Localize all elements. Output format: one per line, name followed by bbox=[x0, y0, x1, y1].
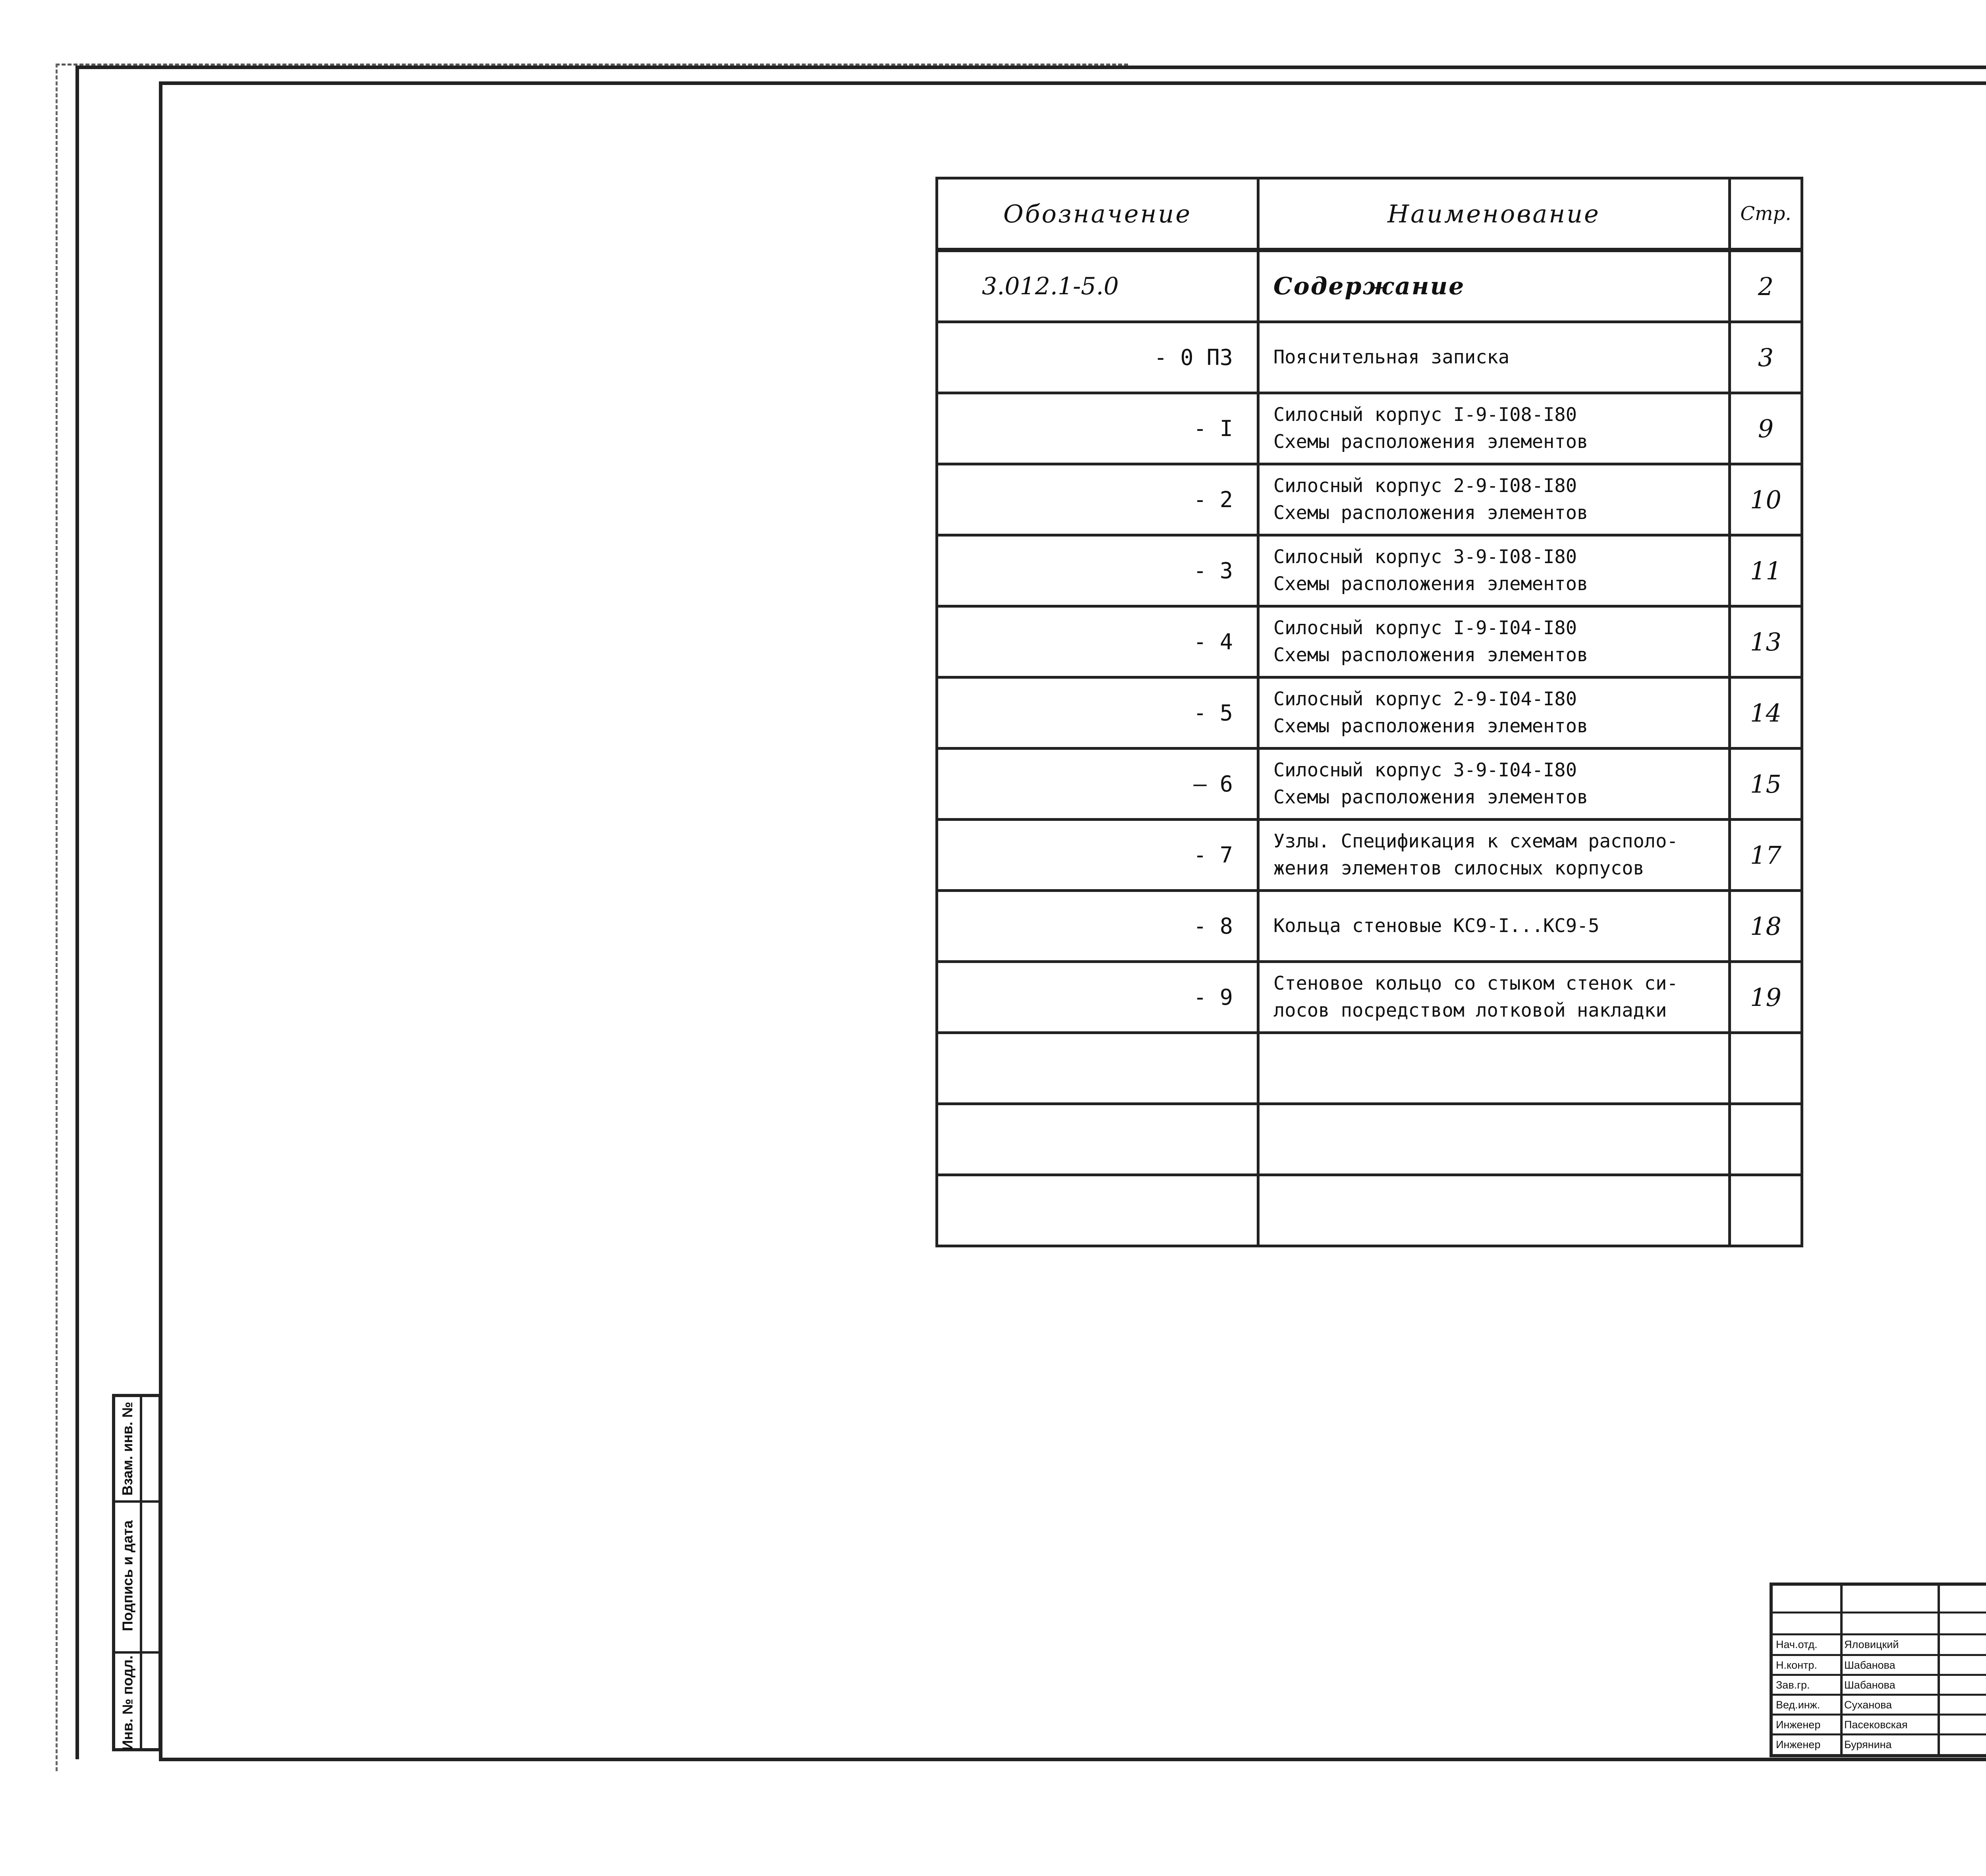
row-page: 9 bbox=[1730, 393, 1802, 464]
row-code: - 2 bbox=[937, 464, 1258, 535]
signature-name: Яловицкий bbox=[1844, 1639, 1899, 1650]
row-code bbox=[937, 1175, 1258, 1246]
row-page bbox=[1730, 1175, 1802, 1246]
contents-row bbox=[937, 962, 1802, 1033]
row-page: 15 bbox=[1730, 749, 1802, 820]
row-code: - I bbox=[937, 393, 1258, 464]
row-name: Силосный корпус 3-9-I04-I80 Схемы расположения элементов bbox=[1258, 749, 1730, 820]
contents-row bbox=[937, 1104, 1802, 1175]
contents-table bbox=[935, 177, 1803, 1247]
row-name: Пояснительная записка bbox=[1258, 322, 1730, 393]
row-code bbox=[937, 1033, 1258, 1104]
side-stamp-original-label: Инв. № подл. bbox=[119, 1655, 135, 1751]
signature-name: Бурянина bbox=[1844, 1739, 1892, 1751]
row-page bbox=[1730, 1104, 1802, 1175]
side-stamp-signature-label: Подпись и дата bbox=[119, 1520, 135, 1631]
row-page: 11 bbox=[1730, 535, 1802, 606]
row-name: Стеновое кольцо со стыком стенок си- лосов посредством лотковой накладки bbox=[1258, 962, 1730, 1033]
contents-row bbox=[937, 322, 1802, 393]
signature-name: Пасековская bbox=[1844, 1719, 1908, 1731]
contents-row bbox=[937, 677, 1802, 749]
title-block bbox=[1770, 1583, 1986, 1757]
row-name: Силосный корпус 2-9-I04-I80 Схемы расположения элементов bbox=[1258, 677, 1730, 749]
row-name: Кольца стеновые КС9-I...КС9-5 bbox=[1258, 891, 1730, 962]
row-code bbox=[937, 1104, 1258, 1175]
row-page: 3 bbox=[1730, 322, 1802, 393]
column-header-designation: Обозначение bbox=[937, 178, 1258, 250]
row-page: 10 bbox=[1730, 464, 1802, 535]
row-code: - 8 bbox=[937, 891, 1258, 962]
row-page: 19 bbox=[1730, 962, 1802, 1033]
side-approval-stamp bbox=[112, 1394, 162, 1751]
signature-name: Шабанова bbox=[1844, 1659, 1895, 1671]
side-stamp-replaced-label: Взам. инв. № bbox=[119, 1401, 135, 1496]
row-code: 3.012.1-5.0 bbox=[937, 250, 1258, 322]
signature-role: Вед.инж. bbox=[1776, 1699, 1820, 1711]
signature-role: Инженер bbox=[1776, 1719, 1821, 1731]
row-name: Силосный корпус I-9-I08-I80 Схемы расположения элементов bbox=[1258, 393, 1730, 464]
row-page: 18 bbox=[1730, 891, 1802, 962]
signature-name: Шабанова bbox=[1844, 1679, 1895, 1691]
row-code: - 7 bbox=[937, 820, 1258, 891]
row-name bbox=[1258, 1033, 1730, 1104]
row-code: - 0 ПЗ bbox=[937, 322, 1258, 393]
signature-name: Суханова bbox=[1844, 1699, 1892, 1711]
contents-row bbox=[937, 250, 1802, 322]
contents-row bbox=[937, 749, 1802, 820]
contents-row bbox=[937, 1175, 1802, 1246]
contents-header-row bbox=[937, 178, 1802, 250]
column-header-page: Стр. bbox=[1730, 178, 1802, 250]
row-page bbox=[1730, 1033, 1802, 1104]
signature-role: Зав.гр. bbox=[1776, 1679, 1810, 1691]
row-name: Силосный корпус 2-9-I08-I80 Схемы расположения элементов bbox=[1258, 464, 1730, 535]
contents-row bbox=[937, 891, 1802, 962]
row-page: 14 bbox=[1730, 677, 1802, 749]
contents-row bbox=[937, 1033, 1802, 1104]
row-code: - 3 bbox=[937, 535, 1258, 606]
signature-role: Инженер bbox=[1776, 1739, 1821, 1751]
contents-row bbox=[937, 535, 1802, 606]
row-name: Силосный корпус I-9-I04-I80 Схемы расположения элементов bbox=[1258, 606, 1730, 677]
contents-row bbox=[937, 464, 1802, 535]
signature-role: Нач.отд. bbox=[1776, 1639, 1818, 1650]
row-code: — 6 bbox=[937, 749, 1258, 820]
scan-edge-left bbox=[56, 64, 58, 1771]
column-header-name: Наименование bbox=[1258, 178, 1730, 250]
row-code: - 5 bbox=[937, 677, 1258, 749]
row-name: Силосный корпус 3-9-I08-I80 Схемы расположения элементов bbox=[1258, 535, 1730, 606]
row-page: 2 bbox=[1730, 250, 1802, 322]
row-name: Содержание bbox=[1258, 250, 1730, 322]
row-code: - 9 bbox=[937, 962, 1258, 1033]
signature-role: Н.контр. bbox=[1776, 1659, 1817, 1671]
row-page: 13 bbox=[1730, 606, 1802, 677]
row-name bbox=[1258, 1104, 1730, 1175]
row-name bbox=[1258, 1175, 1730, 1246]
row-page: 17 bbox=[1730, 820, 1802, 891]
contents-row bbox=[937, 393, 1802, 464]
contents-row bbox=[937, 820, 1802, 891]
row-name: Узлы. Спецификация к схемам располо- жения элементов силосных корпусов bbox=[1258, 820, 1730, 891]
contents-row bbox=[937, 606, 1802, 677]
row-code: - 4 bbox=[937, 606, 1258, 677]
